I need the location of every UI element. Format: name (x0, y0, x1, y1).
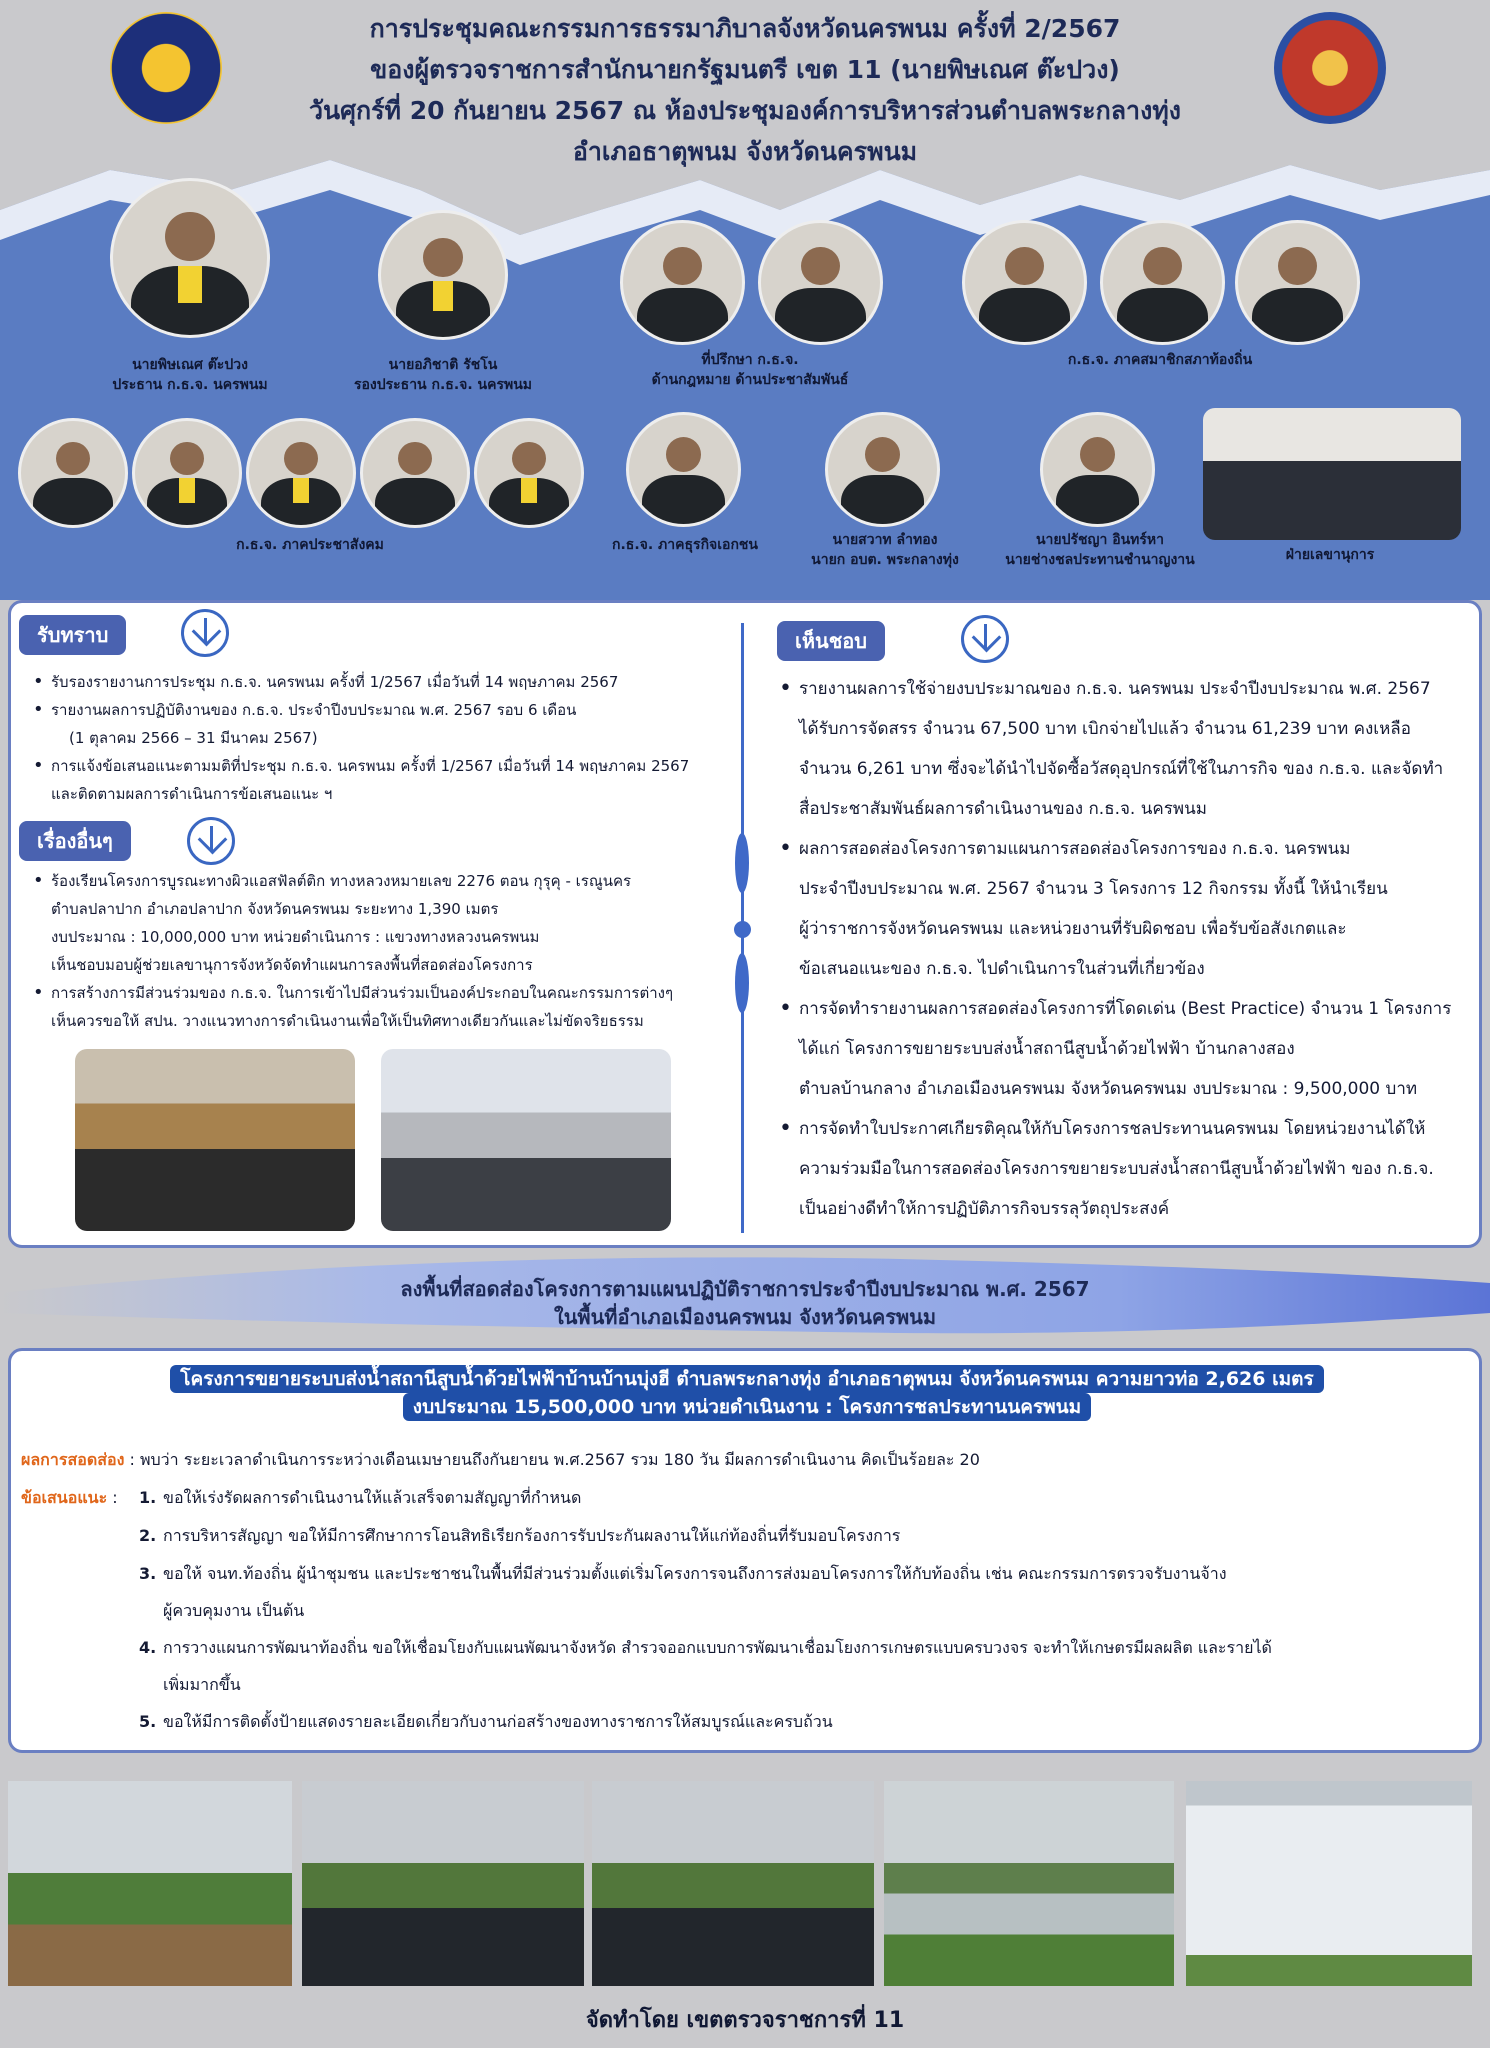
caption-role: นายช่างชลประทานชำนาญงาน (1005, 552, 1195, 568)
result-text: : พบว่า ระยะเวลาดำเนินการระหว่างเดือนเมษายนถึงกันยายน พ.ศ.2567 รวม 180 วัน มีผลการดำเนินงาน คิดเป็นร้อยละ 20 (129, 1450, 980, 1469)
caption-name: นายสวาท ลำทอง (832, 532, 938, 548)
list-item: จำนวน 6,261 บาท ซึ่งจะได้นำไปจัดซื้อวัสดุอุปกรณ์ที่ใช้ในภารกิจ ของ ก.ธ.จ. และจัดทำ (799, 759, 1444, 779)
suggestion-number: 5. (139, 1712, 157, 1731)
photo-business (626, 412, 741, 527)
photo-civil-society (18, 418, 128, 528)
site-photo-project-sign (1186, 1781, 1472, 1986)
suggestion-number: 2. (139, 1526, 157, 1545)
tag-acknowledge: รับทราบ (19, 615, 126, 655)
suggestion-item (139, 1485, 581, 1511)
caption-mayor (780, 530, 990, 570)
list-item: • การแจ้งข้อเสนอแนะตามมติที่ประชุม ก.ธ.จ. นครพนม ครั้งที่ 1/2567 เมื่อวันที่ 14 พฤษภาคม 2567 (29, 752, 729, 780)
caption-name: ที่ปรึกษา ก.ธ.จ. (701, 352, 799, 368)
list-item: ได้แก่ โครงการขยายระบบส่งน้ำสถานีสูบน้ำด้วยไฟฟ้า บ้านกลางสอง (799, 1039, 1295, 1059)
approve-list (775, 669, 1475, 1229)
acknowledge-list (29, 668, 729, 808)
divider-ornament (735, 953, 749, 1013)
list-item: ความร่วมมือในการสอดส่องโครงการขยายระบบส่งน้ำสถานีสูบน้ำด้วยไฟฟ้า ของ ก.ธ.จ. (799, 1159, 1434, 1179)
project-title (67, 1365, 1427, 1421)
photo-local-council (1235, 220, 1360, 345)
caption-role: ก.ธ.จ. ภาคประชาสังคม (236, 537, 384, 553)
suggestion-item (139, 1598, 304, 1624)
office-seal-logo (110, 12, 222, 124)
photo-advisor (620, 220, 745, 345)
divider-ornament (735, 833, 749, 893)
result-label: ผลการสอดส่อง (21, 1450, 125, 1469)
caption-role: รองประธาน ก.ธ.จ. นครพนม (353, 377, 533, 393)
province-seal-logo (1274, 12, 1386, 124)
suggestion-number: 1. (139, 1488, 157, 1507)
list-item: • ผลการสอดส่องโครงการตามแผนการสอดส่องโครงการของ ก.ธ.จ. นครพนม (775, 829, 1475, 869)
list-item: • ร้องเรียนโครงการบูรณะทางผิวแอสฟัลต์ติก ทางหลวงหมายเลข 2276 ตอน กุรุคุ - เรณูนคร (29, 867, 729, 895)
photo-civil-society (132, 418, 242, 528)
list-item: ตำบลปลาปาก อำเภอปลาปาก จังหวัดนครพนม ระยะทาง 1,390 เมตร (51, 900, 499, 918)
tag-approve: เห็นชอบ (777, 621, 885, 661)
suggest-label-row: ข้อเสนอแนะ : (21, 1488, 118, 1507)
others-list (29, 867, 729, 1035)
tag-others: เรื่องอื่นๆ (19, 821, 131, 861)
site-photo-inspection (592, 1781, 874, 1986)
caption-chair (70, 355, 310, 395)
suggestion-text: การบริหารสัญญา ขอให้มีการศึกษาการโอนสิทธิเรียกร้องการรับประกันผลงานให้แก่ท้องถิ่นที่รับมอบโครงการ (163, 1526, 901, 1545)
photo-secretariat (1203, 408, 1461, 540)
caption-role: ด้านกฎหมาย ด้านประชาสัมพันธ์ (651, 372, 849, 388)
suggestion-text: ขอให้มีการติดตั้งป้ายแสดงรายละเอียดเกี่ยวกับงานก่อสร้างของทางราชการให้สมบูรณ์และครบถ้วน (163, 1712, 833, 1731)
list-item: • รายงานผลการปฏิบัติงานของ ก.ธ.จ. ประจำปีงบประมาณ พ.ศ. 2567 รอบ 6 เดือน (29, 696, 729, 724)
caption-role: ฝ่ายเลขานุการ (1285, 547, 1375, 563)
caption-role: ประธาน ก.ธ.จ. นครพนม (112, 377, 268, 393)
caption-engineer (1000, 530, 1200, 570)
list-item: เป็นอย่างดีทำให้การปฏิบัติภารกิจบรรลุวัตถุประสงค์ (799, 1199, 1170, 1219)
title-line: อำเภอธาตุพนม จังหวัดนครพนม (572, 137, 918, 166)
suggestion-number: 3. (139, 1564, 157, 1583)
arrow-down-icon (961, 615, 1009, 663)
caption-role: นายก อบต. พระกลางทุ่ง (811, 552, 959, 568)
list-item: • การสร้างการมีส่วนร่วมของ ก.ธ.จ. ในการเข้าไปมีส่วนร่วมเป็นองค์ประกอบในคณะกรรมการต่างๆ (29, 979, 729, 1007)
suggestion-number: 4. (139, 1638, 157, 1657)
caption-civil-society (190, 535, 430, 555)
list-item: และติดตามผลการดำเนินการข้อเสนอแนะ ฯ (51, 785, 333, 803)
caption-role: ก.ธ.จ. ภาคสมาชิกสภาท้องถิ่น (1067, 352, 1253, 368)
caption-name: นายอภิชาติ รัชโน (388, 357, 498, 373)
caption-role: ก.ธ.จ. ภาคธุรกิจเอกชน (612, 537, 758, 553)
list-item: • การจัดทำใบประกาศเกียรติคุณให้กับโครงการชลประทานนครพนม โดยหน่วยงานได้ให้ (775, 1109, 1475, 1149)
divider-ornament (734, 921, 751, 938)
page-title (250, 8, 1240, 172)
caption-vice-chair (323, 355, 563, 395)
site-photo-group (8, 1781, 292, 1986)
suggestion-text: ขอให้เร่งรัดผลการดำเนินงานให้แล้วเสร็จตามสัญญาที่กำหนด (163, 1488, 582, 1507)
suggestion-text: การวางแผนการพัฒนาท้องถิ่น ขอให้เชื่อมโยงกับแผนพัฒนาจังหวัด สำรวจออกแบบการพัฒนาเชื่อมโยงการเกษตรแบบครบวงจร จะทำให้เกษตรมีผลผลิต และรายได้ (163, 1638, 1272, 1657)
suggest-label: ข้อเสนอแนะ (21, 1488, 108, 1507)
list-item: • การจัดทำรายงานผลการสอดส่องโครงการที่โดดเด่น (Best Practice) จำนวน 1 โครงการ (775, 989, 1475, 1029)
footer-credit: จัดทำโดย เขตตรวจราชการที่ 11 (585, 2008, 905, 2033)
caption-name: นายพิษเณศ ต๊ะปวง (132, 357, 248, 373)
meeting-photo-room (381, 1049, 671, 1231)
suggestion-text: เพิ่มมากขึ้น (163, 1675, 241, 1694)
photo-local-council (962, 220, 1087, 345)
project-box (8, 1348, 1482, 1753)
list-item: เห็นควรขอให้ สปน. วางแนวทางการดำเนินงานเพื่อให้เป็นทิศทางเดียวกันและไม่ขัดจริยธรรม (51, 1012, 644, 1030)
site-photo-umbrellas (302, 1781, 584, 1986)
list-item: เห็นชอบมอบผู้ช่วยเลขานุการจังหวัดจัดทำแผนการลงพื้นที่สอดส่องโครงการ (51, 956, 533, 974)
suggestion-item (139, 1561, 1227, 1587)
photo-local-council (1100, 220, 1225, 345)
section-ribbon (0, 1253, 1490, 1335)
photo-advisor (758, 220, 883, 345)
list-item: สื่อประชาสัมพันธ์ผลการดำเนินงานของ ก.ธ.จ. นครพนม (799, 799, 1207, 819)
list-item: • รายงานผลการใช้จ่ายงบประมาณของ ก.ธ.จ. นครพนม ประจำปีงบประมาณ พ.ศ. 2567 (775, 669, 1475, 709)
suggestion-text: ขอให้ จนท.ท้องถิ่น ผู้นำชุมชน และประชาชนในพื้นที่มีส่วนร่วมตั้งแต่เริ่มโครงการจนถึงการส่งมอบโครงการให้กับท้องถิ่น เช่น คณะกรรมการตรวจรับงานจ้าง (163, 1564, 1227, 1583)
suggestion-item (139, 1523, 900, 1549)
title-line: การประชุมคณะกรรมการธรรมาภิบาลจังหวัดนครพนม ครั้งที่ 2/2567 (369, 14, 1121, 43)
attendees-band (0, 150, 1490, 600)
photo-civil-society (246, 418, 356, 528)
caption-name: นายปรัชญา อินทร์หา (1035, 532, 1165, 548)
suggestion-text: ผู้ควบคุมงาน เป็นต้น (163, 1601, 305, 1620)
arrow-down-icon (187, 817, 235, 865)
project-title-line: โครงการขยายระบบส่งน้ำสถานีสูบน้ำด้วยไฟฟ้าบ้านบ้านบุ่งฮี ตำบลพระกลางทุ่ง อำเภอธาตุพนม จังหวัดนครพนม ความยาวท่อ 2,626 เมตร (170, 1365, 1323, 1393)
title-line: ของผู้ตรวจราชการสำนักนายกรัฐมนตรี เขต 11 (นายพิษเณศ ต๊ะปวง) (370, 55, 1120, 84)
suggestion-item (139, 1672, 241, 1698)
list-item: • รับรองรายงานการประชุม ก.ธ.จ. นครพนม ครั้งที่ 1/2567 เมื่อวันที่ 14 พฤษภาคม 2567 (29, 668, 729, 696)
resolutions-panel (8, 600, 1482, 1248)
title-line: วันศุกร์ที่ 20 กันยายน 2567 ณ ห้องประชุมองค์การบริหารส่วนตำบลพระกลางทุ่ง (308, 96, 1181, 125)
list-item: (1 ตุลาคม 2566 – 31 มีนาคม 2567) (69, 729, 318, 747)
suggestion-item (139, 1709, 833, 1735)
photo-chair (110, 178, 270, 338)
list-item: งบประมาณ : 10,000,000 บาท หน่วยดำเนินการ : แขวงทางหลวงนครพนม (51, 928, 540, 946)
photo-engineer (1040, 412, 1155, 527)
caption-local-council (1000, 350, 1320, 370)
list-item: ข้อเสนอแนะของ ก.ธ.จ. ไปดำเนินการในส่วนที่เกี่ยวข้อง (799, 959, 1205, 979)
meeting-photo-chair (75, 1049, 355, 1231)
caption-advisors (600, 350, 900, 390)
caption-business (585, 535, 785, 555)
photo-civil-society (360, 418, 470, 528)
ribbon-line-2: ในพื้นที่อำเภอเมืองนครพนม จังหวัดนครพนม (553, 1305, 937, 1329)
list-item: ตำบลบ้านกลาง อำเภอเมืองนครพนม จังหวัดนครพนม งบประมาณ : 9,500,000 บาท (799, 1079, 1418, 1099)
photo-vice-chair (378, 210, 508, 340)
photo-mayor (825, 412, 940, 527)
list-item: ผู้ว่าราชการจังหวัดนครพนม และหน่วยงานที่รับผิดชอบ เพื่อรับข้อสังเกตและ (799, 919, 1347, 939)
list-item: ประจำปีงบประมาณ พ.ศ. 2567 จำนวน 3 โครงการ 12 กิจกรรม ทั้งนี้ ให้นำเรียน (799, 879, 1388, 899)
project-title-line: งบประมาณ 15,500,000 บาท หน่วยดำเนินงาน : โครงการชลประทานนครพนม (403, 1393, 1091, 1421)
photo-civil-society (474, 418, 584, 528)
list-item: ได้รับการจัดสรร จำนวน 67,500 บาท เบิกจ่ายไปแล้ว จำนวน 61,239 บาท คงเหลือ (799, 719, 1411, 739)
site-photo-waterway (884, 1781, 1174, 1986)
caption-secretariat (1230, 545, 1430, 565)
suggestion-item (139, 1635, 1272, 1661)
arrow-down-icon (181, 609, 229, 657)
ribbon-line-1: ลงพื้นที่สอดส่องโครงการตามแผนปฏิบัติราชการประจำปีงบประมาณ พ.ศ. 2567 (400, 1277, 1090, 1301)
result-row (21, 1447, 980, 1473)
